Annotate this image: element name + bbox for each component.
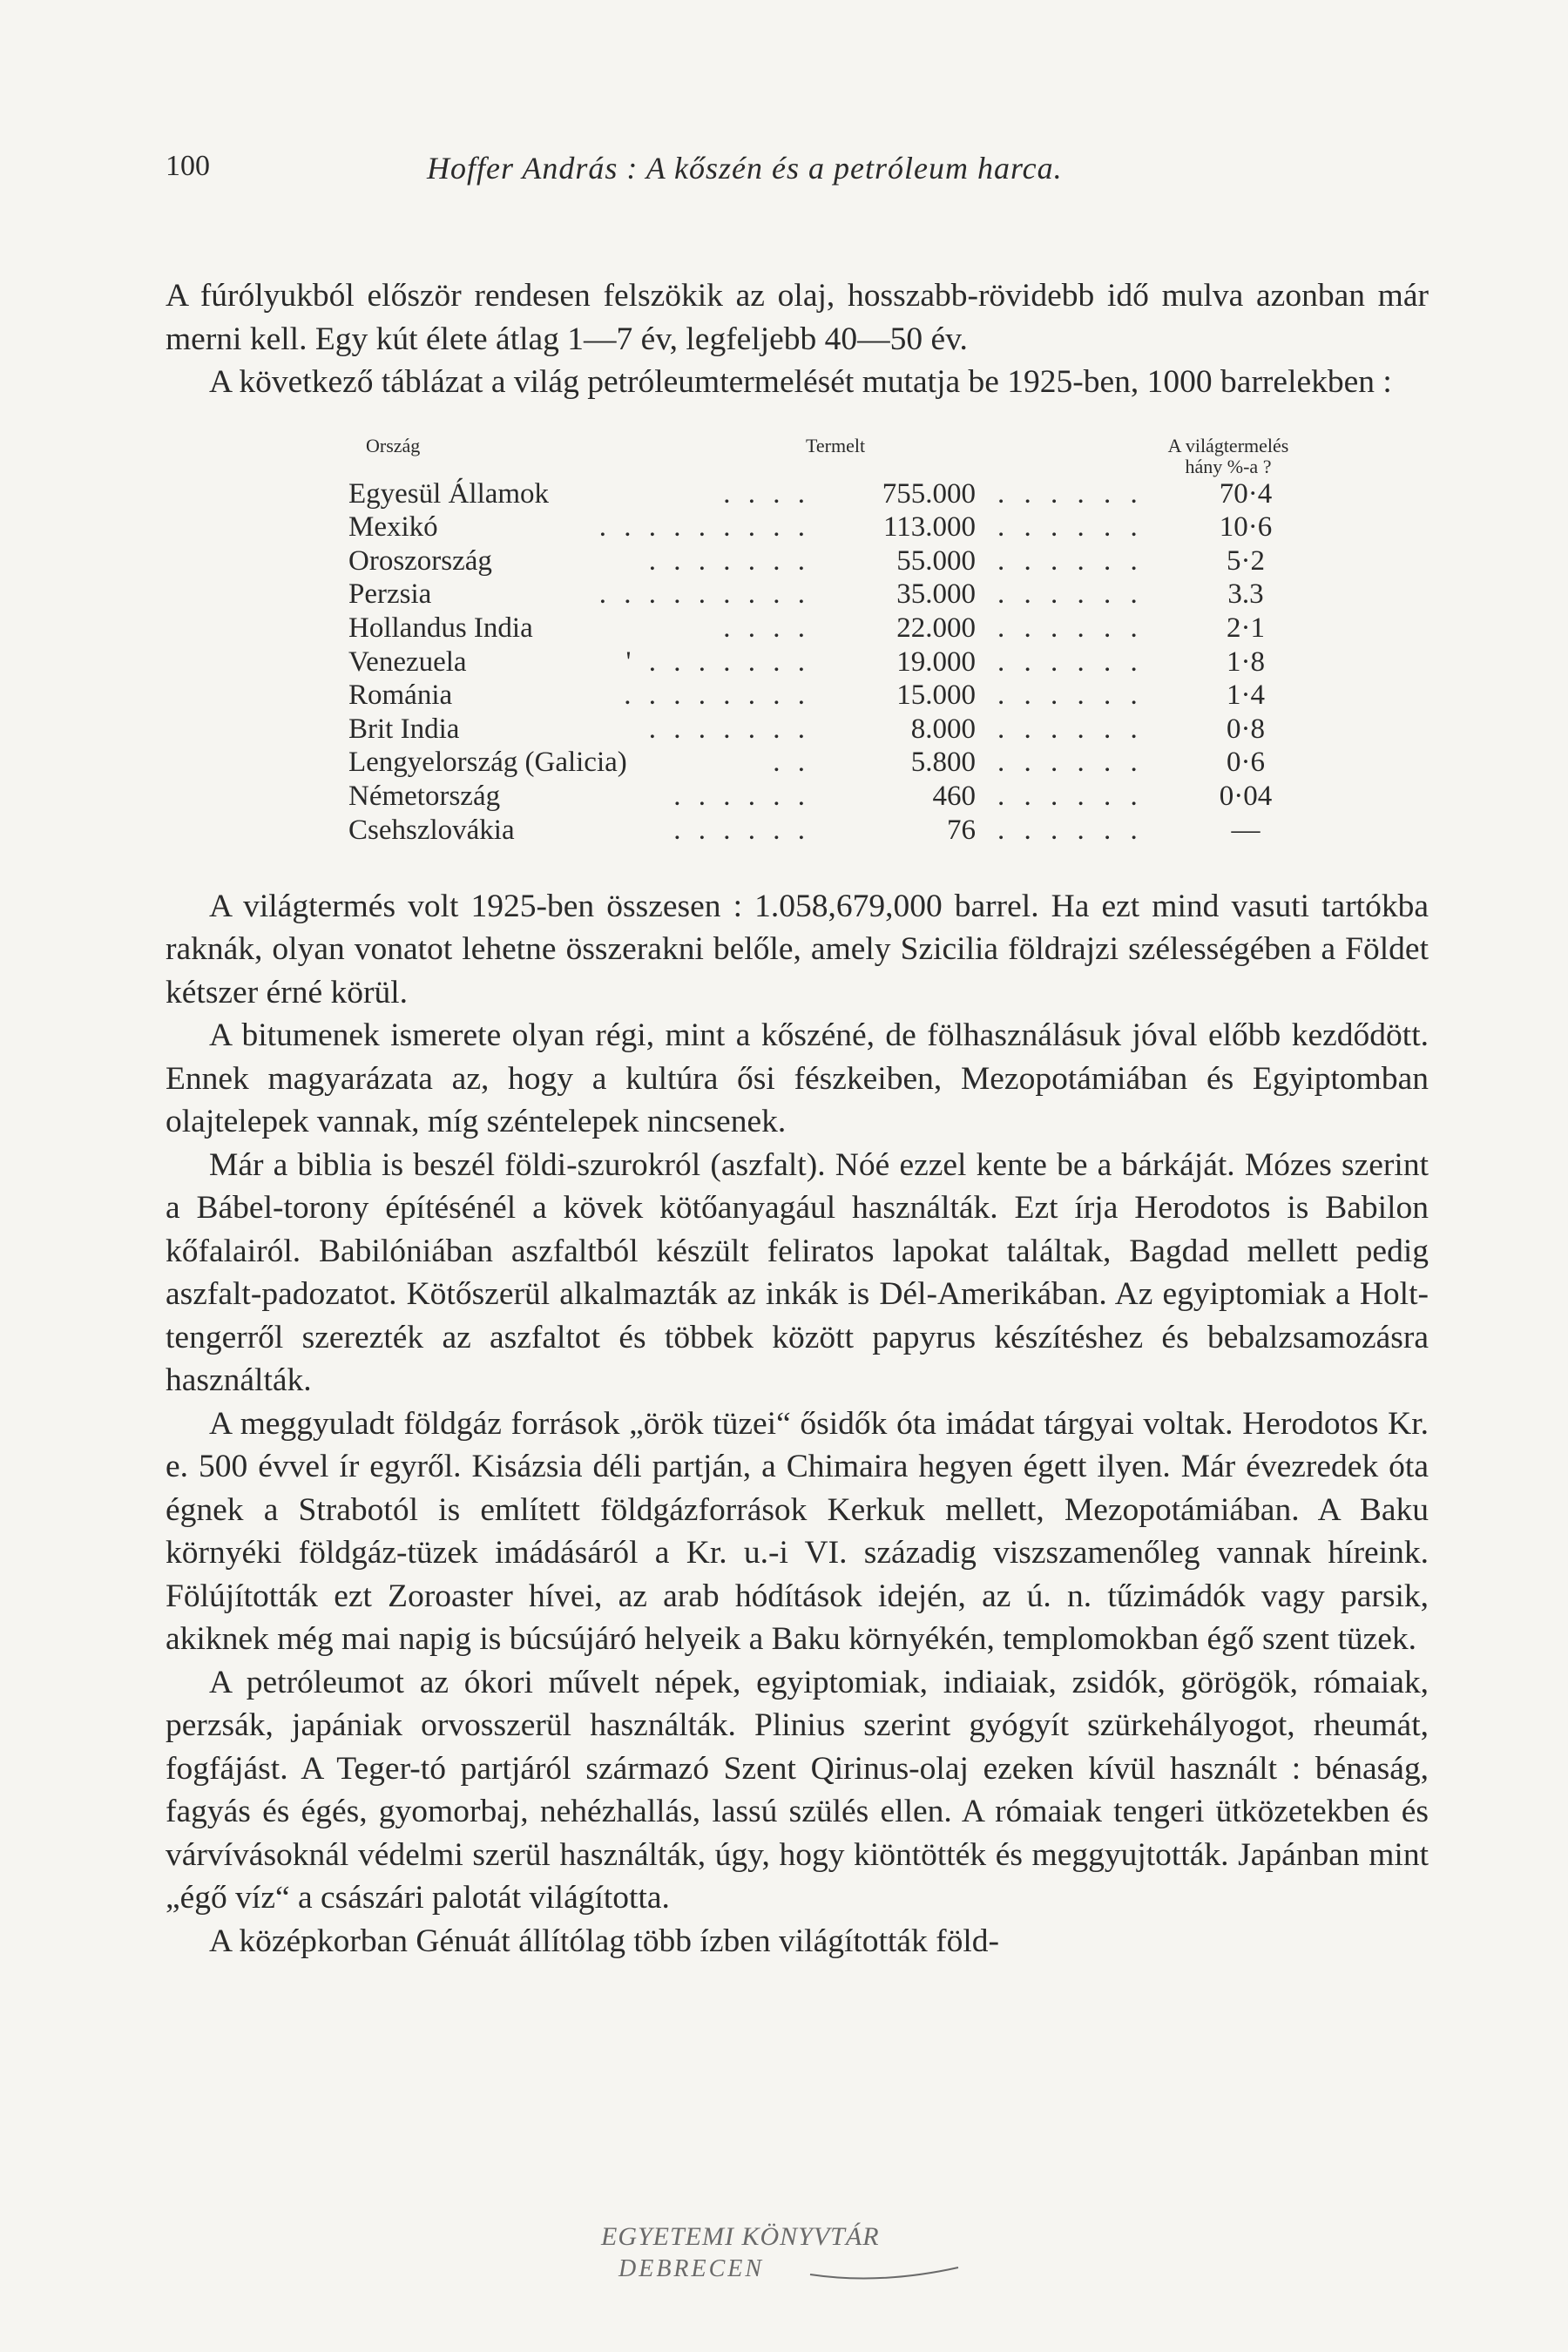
leader-dots: . . . . . . (997, 814, 1144, 846)
paragraph: A következő táblázat a világ petróleumtermelését mutatja be 1925-ben, 1000 barrelekben : (209, 364, 1392, 400)
table-row (348, 781, 1446, 811)
leader-dots: . . . . . . (997, 679, 1144, 712)
leader-dots: . . . . (723, 612, 810, 644)
produced-cell: 35.000 (896, 578, 976, 611)
share-cell: — (1231, 814, 1260, 846)
country-cell: Mexikó (348, 511, 438, 544)
column-header-produced: Termelt (806, 434, 866, 456)
column-header-share-line2: hány %-a ? (1185, 455, 1272, 477)
body-text (166, 274, 1429, 1963)
running-title: Hoffer András : A kőszén és a petróleum harca. (427, 151, 1063, 186)
share-cell: 1·4 (1227, 679, 1265, 712)
leader-dots: . . . . . . (997, 612, 1144, 644)
leader-dots: . . . . . . (673, 780, 810, 812)
leader-dots: . . . . . . (997, 780, 1144, 812)
stamp-line1: EGYETEMI KÖNYVTÁR (601, 2222, 880, 2251)
table-row (348, 714, 1446, 744)
leader-dots: . . . . . . (997, 511, 1144, 544)
leader-dots: . . . . (723, 477, 810, 510)
table-row (348, 579, 1446, 609)
country-cell: Egyesül Államok (348, 477, 550, 510)
table-row (348, 647, 1446, 677)
table-row (348, 512, 1446, 542)
produced-cell: 8.000 (910, 713, 976, 745)
paragraph: A középkorban Génuát állítólag több ízben világították föld- (209, 1923, 1000, 1959)
country-cell: Hollandus India (348, 612, 533, 644)
table-row (348, 546, 1446, 576)
country-cell: Lengyelország (Galicia) (348, 747, 627, 779)
paragraph: Már a biblia is beszél földi-szurokról (aszfalt). Nóé ezzel kente be a bárkáját. Mózes szerint a Bábel-torony építésénél a kövek kötőanyagául használták. Ezt írja Herodotos is Babilon kőfalairól. Babilóniában aszfaltból készült feliratos lapokat találtak, Bagdad mellett pedig aszfalt-padozatot. Kötőszerül alkalmazták az inkák is Dél-Amerikában. Az egyiptomiak a Holt-tengerről szerezték az aszfaltot és többek között papyrus készítéshez és bebalzsamozásra használták. (166, 1146, 1429, 1398)
leader-dots: . . . . . . (997, 477, 1144, 510)
leader-dots: . . . . . . . (648, 713, 810, 745)
produced-cell: 5.800 (910, 747, 976, 779)
column-header-country: Ország (366, 434, 421, 456)
produced-cell: 15.000 (896, 679, 976, 712)
share-cell: 1·8 (1227, 645, 1265, 678)
produced-cell: 55.000 (896, 544, 976, 577)
share-cell: 5·2 (1227, 544, 1265, 577)
stamp-flourish (810, 2268, 958, 2279)
table-row (348, 680, 1446, 710)
leader-dots: . . . . . . (673, 814, 810, 846)
share-cell: 3.3 (1227, 578, 1264, 611)
produced-cell: 460 (932, 780, 976, 812)
table-row (348, 747, 1446, 777)
country-cell: Venezuela (348, 645, 467, 678)
stamp-line2: DEBRECEN (618, 2255, 765, 2282)
share-cell: 10·6 (1219, 511, 1273, 544)
leader-dots: . . . . . . . . (624, 679, 810, 712)
share-cell: 0·6 (1227, 747, 1265, 779)
leader-dots: . . . . . . (997, 747, 1144, 779)
page-number: 100 (166, 150, 210, 182)
leader-dots: . . . . . . . (648, 544, 810, 577)
paragraph: A petróleumot az ókori művelt népek, egyiptomiak, indiaiak, zsidók, görögök, rómaiak, perzsák, japániak orvosszerül használták. Plinius szerint gyógyít szürkehályogot, rheumát, fogfájást. A Teger-tó partjáról származó Szent Qirinus-olaj ezeken kívül használt : bénaság, fagyás és égés, gyomorbaj, nehézhallás, lassú szülés ellen. A rómaiak tengeri ütközetekben és várvívásoknál védelmi szerül használták, úgy, hogy kiöntötték és meggyujtották. Japánban mint „égő víz“ a császári palotát világította. (166, 1664, 1429, 1916)
leader-dots: . . . . . . (997, 713, 1144, 745)
paragraph: A meggyuladt földgáz források „örök tüzei“ ősidők óta imádat tárgyai voltak. Herodotos Kr. e. 500 évvel ír egyről. Kisázsia déli partján, a Chimaira hegyen égett ilyen. Már évezredek óta égnek a Strabotól is említett földgázforrások Kerkuk mellett, Mezopotámiában. A Baku környéki földgáz-tüzek imádásáról a Kr. u.-i VI. századig viszszamenőleg vannak híreink. Fölújították ezt Zoroaster hívei, az arab hódítások idején, az ú. n. tűzimádók vagy parsik, akiknek még mai napig is búcsújáró helyeik a Baku környékén, templomokban égő szent tüzek. (166, 1405, 1429, 1657)
produced-cell: 19.000 (896, 645, 976, 678)
paragraph: A világtermés volt 1925-ben összesen : 1.058,679,000 barrel. Ha ezt mind vasuti tartókba raknák, olyan vonatot lehetne összerakni belőle, amely Szicilia földrajzi szélességében a Földet kétszer érné körül. (166, 888, 1429, 1010)
produced-cell: 755.000 (882, 477, 976, 510)
share-cell: 0·8 (1227, 713, 1265, 745)
column-header-share-line1: A világtermelés (1167, 434, 1289, 456)
produced-cell: 76 (947, 814, 976, 846)
country-cell: Perzsia (348, 578, 432, 611)
leader-dots: . . . . . . (997, 645, 1144, 678)
share-cell: 0·04 (1219, 780, 1273, 812)
leader-dots: ' . . . . . . . (625, 645, 810, 678)
page-header (166, 150, 1429, 193)
production-table (166, 416, 1429, 869)
table-row (348, 815, 1446, 845)
leader-dots: . . . . . . . . . (598, 578, 810, 611)
leader-dots: . . (773, 747, 810, 779)
share-cell: 70·4 (1219, 477, 1273, 510)
country-cell: Brit India (348, 713, 460, 745)
produced-cell: 113.000 (882, 511, 976, 544)
table-row (348, 613, 1446, 643)
leader-dots: . . . . . . . . . (598, 511, 810, 544)
country-cell: Románia (348, 679, 453, 712)
leader-dots: . . . . . . (997, 544, 1144, 577)
country-cell: Csehszlovákia (348, 814, 515, 846)
paragraph: A fúrólyukból először rendesen felszökik az olaj, hosszabb-rövidebb idő mulva azonban már merni kell. Egy kút élete átlag 1—7 év, legfeljebb 40—50 év. (166, 278, 1429, 357)
leader-dots: . . . . . . (997, 578, 1144, 611)
column-header-share (1102, 436, 1355, 477)
country-cell: Németország (348, 780, 501, 812)
library-stamp (592, 2217, 993, 2287)
table-row (348, 479, 1446, 509)
produced-cell: 22.000 (896, 612, 976, 644)
paragraph: A bitumenek ismerete olyan régi, mint a kőszéné, de fölhasználásuk jóval előbb kezdődött. Ennek magyarázata az, hogy a kultúra ősi fészkeiben, Mezopotámiában és Egyiptomban olajtelepek vannak, míg széntelepek nincsenek. (166, 1017, 1429, 1139)
share-cell: 2·1 (1227, 612, 1265, 644)
country-cell: Oroszország (348, 544, 492, 577)
